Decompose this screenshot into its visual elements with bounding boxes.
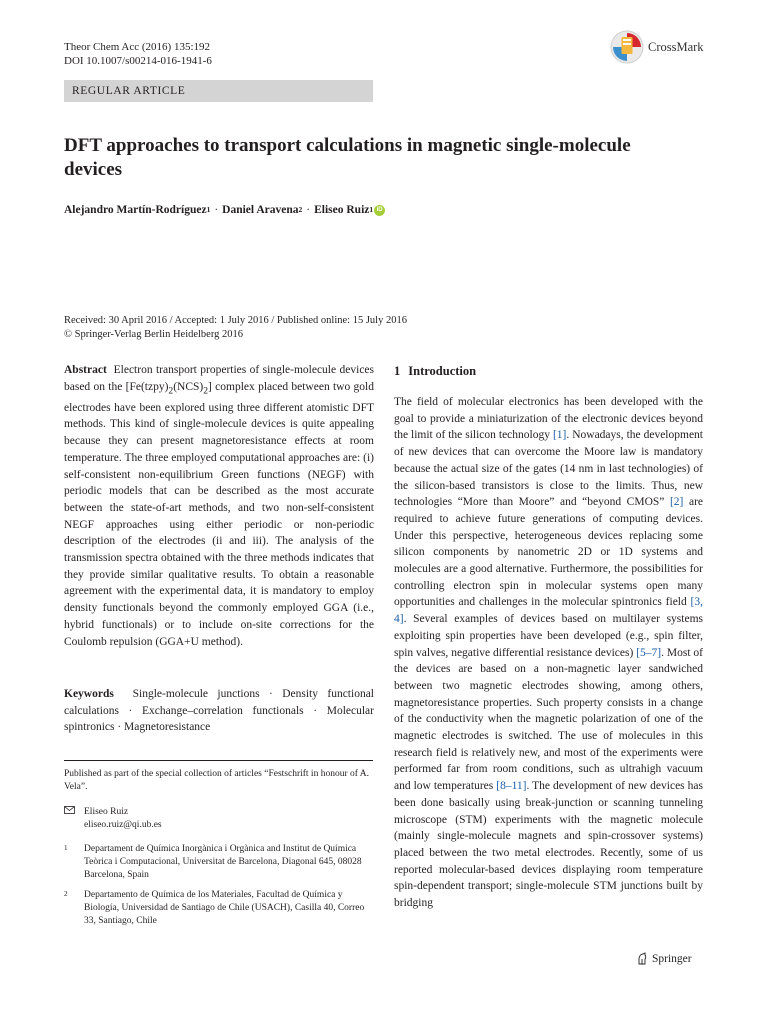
crossmark-icon: [610, 30, 644, 64]
author-separator: ·: [214, 204, 219, 216]
abstract-label: Abstract: [64, 364, 107, 376]
citation-link[interactable]: [3, 4]: [394, 596, 703, 626]
affiliation: [64, 889, 374, 928]
author-separator: ·: [306, 204, 311, 216]
journal-citation: Theor Chem Acc (2016) 135:192: [64, 41, 211, 53]
author-affiliation-mark: 2: [298, 205, 303, 214]
author-affiliation-mark: 1: [206, 205, 211, 214]
footnote-divider: [64, 760, 373, 761]
author-affiliation-mark: 1: [369, 205, 374, 214]
copyright-notice: © Springer-Verlag Berlin Heidelberg 2016: [64, 329, 244, 340]
formula-subscript: 2: [168, 385, 174, 396]
abstract-text: ] complex placed between two gold electrodes have been explored using three different atomistic DFT methods. This kind of single-molecule devices is quite appealing because they can present magnetoresistance effects at room temperature. The three employed computational approaches are: (i) self-consistent non-equilibrium Green functions (NEGF) with periodic models that can be described as the most accurate between the state-of-art methods, and two non-self-consistent NEGF approaches using either periodic or non-periodic description of the electrodes (ii and iii). The analysis of the transmission spectra obtained with the three methods indicates that they provide similar qualitative results. To obtain a reasonable agreement with the experimental data, it is mandatory to employ density functionals beyond the commonly employed GGA (i.e., hybrid functionals) or to include on-site corrections for the Coulomb repulsion (GGA+U method).: [64, 380, 374, 648]
collection-footnote: Published as part of the special collection of articles “Festschrift in honour of A. Vela”.: [64, 769, 369, 792]
citation-link[interactable]: [8–11]: [496, 780, 527, 793]
affiliation-number: 2: [64, 890, 68, 898]
envelope-icon: [64, 806, 84, 819]
abstract-text: (NCS): [173, 380, 204, 393]
abstract-text: Electron transport properties of single-molecule devices based on the [Fe(tzpy): [64, 364, 375, 393]
author-list: [64, 203, 385, 217]
affiliation: [64, 843, 374, 882]
journal-reference: [64, 40, 212, 68]
crossmark-badge[interactable]: [610, 30, 704, 64]
body-text: . Nowadays, the development of new devices that can overcome the Moore law is mandatory because the actual size of the gates (14 nm in last technologies) of the silicon-based transistors is close to the limits. Thus, new technologies “More than Moore” and “beyond CMOS”: [394, 429, 704, 509]
orcid-icon[interactable]: iD: [374, 205, 385, 216]
crossmark-label: CrossMark: [648, 39, 704, 54]
author-name[interactable]: Alejandro Martín-Rodríguez: [64, 204, 207, 216]
publisher-name: Springer: [652, 952, 692, 965]
body-text: are required to achieve future generations of computing devices. Under this perspective, heterogeneous devices replacing some silicon components by nanometric 2D or 1D systems and molecules are a good alternative. Furthermore, the possibilities for controlling electron spin in molecular systems open many opportunities and challenges in the molecular spintronics field: [394, 496, 703, 609]
section-heading-introduction: [394, 364, 476, 379]
springer-horse-icon: [636, 952, 648, 965]
formula-subscript: 2: [203, 385, 209, 396]
article-type-banner: REGULAR ARTICLE: [64, 80, 373, 102]
keywords-text: Single-molecule junctions · Density functional calculations · Exchange–correlation functionals · Molecular spintronics · Magnetoresistance: [64, 688, 374, 734]
article-title: DFT approaches to transport calculations in magnetic single-molecule devices: [64, 135, 631, 180]
affiliation-text: Departamento de Química de los Materiales, Facultad de Química y Biología, Universidad de Santiago de Chile (USACH), Casilla 40, Correo 33, Santiago, Chile: [84, 890, 365, 926]
author-name[interactable]: Daniel Aravena: [222, 204, 299, 216]
correspondence: [64, 806, 162, 832]
abstract: [64, 362, 374, 650]
affiliation-text: Departament de Química Inorgànica i Orgànica and Institut de Química Teòrica i Computacional, Universitat de Barcelona, Diagonal 645, 08028 Barcelona, Spain: [84, 844, 362, 880]
body-text: . Several examples of devices based on multilayer systems exploiting spin properties have been developed (e.g., spin filter, spin valves, negative differential resistance devices): [394, 613, 703, 659]
affiliation-number: 1: [64, 844, 68, 852]
publisher-footer: [636, 952, 692, 965]
publication-dates: Received: 30 April 2016 / Accepted: 1 July 2016 / Published online: 15 July 2016: [64, 315, 407, 326]
corresponding-author-email[interactable]: eliseo.ruiz@qi.ub.es: [84, 820, 162, 830]
citation-link[interactable]: [2]: [669, 496, 684, 509]
keywords: [64, 686, 374, 736]
body-text: . The development of new devices has been done basically using break-junction or scanning tunneling microscope (STM) experiments with the magnetic molecule (mainly single-molecule magnets and spin-crossover systems) placed between the two metal electrodes. Recently, some of us reported molecular-based devices displaying room temperature spin-dependent transport; single-molecule STM junctions built by bridging: [394, 780, 703, 910]
author-name[interactable]: Eliseo Ruiz: [314, 204, 370, 216]
body-text: The field of molecular electronics has been developed with the goal to provide a miniaturization of the electronic devices beyond the limit of the silicon technology: [394, 396, 703, 442]
keywords-label: Keywords: [64, 688, 114, 700]
citation-link[interactable]: [5–7]: [636, 646, 662, 659]
corresponding-author-name: Eliseo Ruiz: [84, 807, 129, 817]
body-text: . Most of the devices are based on a non-magnetic layer sandwiched between two magnetic electrodes showing, among others, magnetoresistance properties. Such property consists in a change of the conductivity when the magnetic polarization of one of the magnetic electrodes is switched. The use of molecules in this research field is relatively new, and most of the experiments were performed far from room conditions, such as ultrahigh vacuum and low temperatures: [394, 646, 703, 793]
doi[interactable]: DOI 10.1007/s00214-016-1941-6: [64, 55, 212, 67]
section-number: 1: [394, 364, 401, 378]
section-title: Introduction: [408, 364, 477, 378]
introduction-body: [394, 394, 703, 912]
citation-link[interactable]: [1]: [552, 429, 567, 442]
publication-history: [64, 314, 407, 342]
